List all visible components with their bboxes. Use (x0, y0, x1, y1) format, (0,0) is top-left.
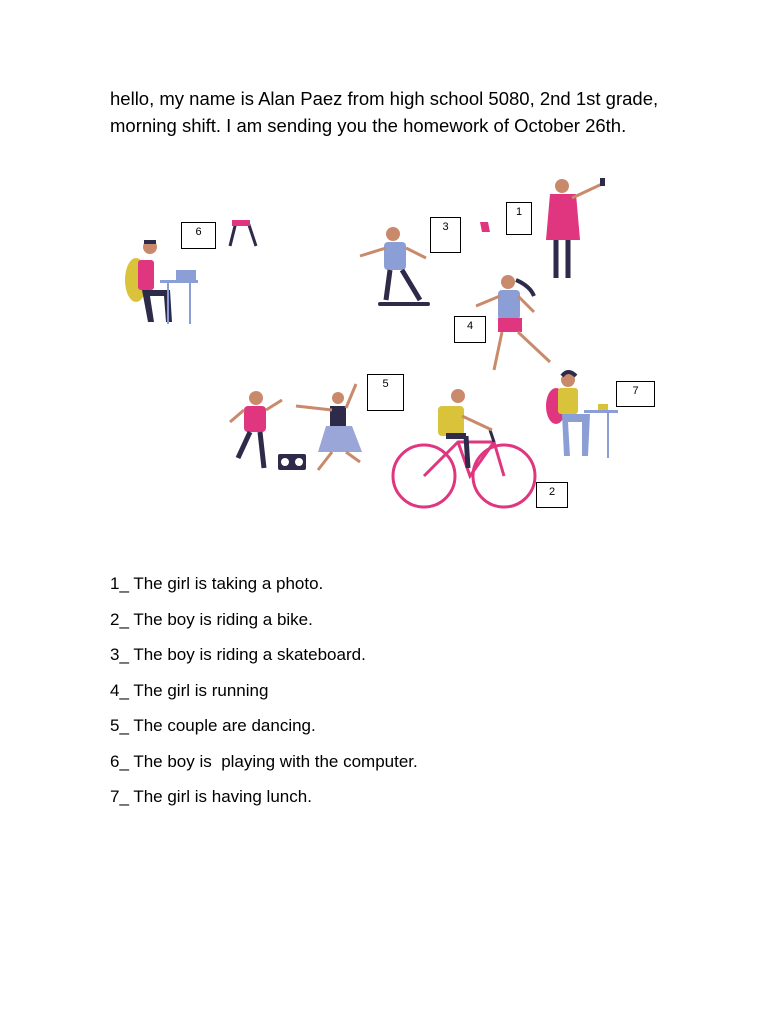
label-box-6: 6 (181, 222, 216, 249)
boy-on-bike-figure (393, 389, 535, 507)
skateboarder-figure (360, 227, 430, 306)
answer-7: 7_ The girl is having lunch. (110, 787, 312, 806)
label-box-4: 4 (454, 316, 486, 343)
answer-5: 5_ The couple are dancing. (110, 716, 316, 735)
girl-taking-photo-figure (546, 178, 605, 278)
label-box-3: 3 (430, 217, 461, 253)
answer-2: 2_ The boy is riding a bike. (110, 609, 313, 629)
legs-fragment (230, 220, 256, 246)
intro-paragraph: hello, my name is Alan Paez from high school 5080, 2nd 1st grade, morning shift. I am sending you the homework of October 26th. (110, 88, 659, 136)
running-girl-figure (476, 275, 550, 370)
answer-1: 1_ The girl is taking a photo. (110, 574, 324, 593)
dancing-man-figure (230, 391, 282, 468)
girl-having-lunch-figure (546, 372, 618, 458)
activities-illustration (110, 172, 650, 517)
label-box-2: 2 (536, 482, 568, 508)
answer-3: 3_ The boy is riding a skateboard. (110, 645, 366, 664)
shoe-fragment (480, 222, 490, 232)
label-box-1: 1 (506, 202, 532, 235)
answer-4: 4_ The girl is running (110, 680, 269, 700)
label-box-5: 5 (367, 374, 404, 411)
answer-6: 6_ The boy is playing with the computer. (110, 751, 418, 771)
boombox-figure (278, 454, 306, 470)
answers-list (110, 566, 670, 815)
label-box-7: 7 (616, 381, 655, 407)
boy-at-computer-figure (125, 240, 198, 324)
